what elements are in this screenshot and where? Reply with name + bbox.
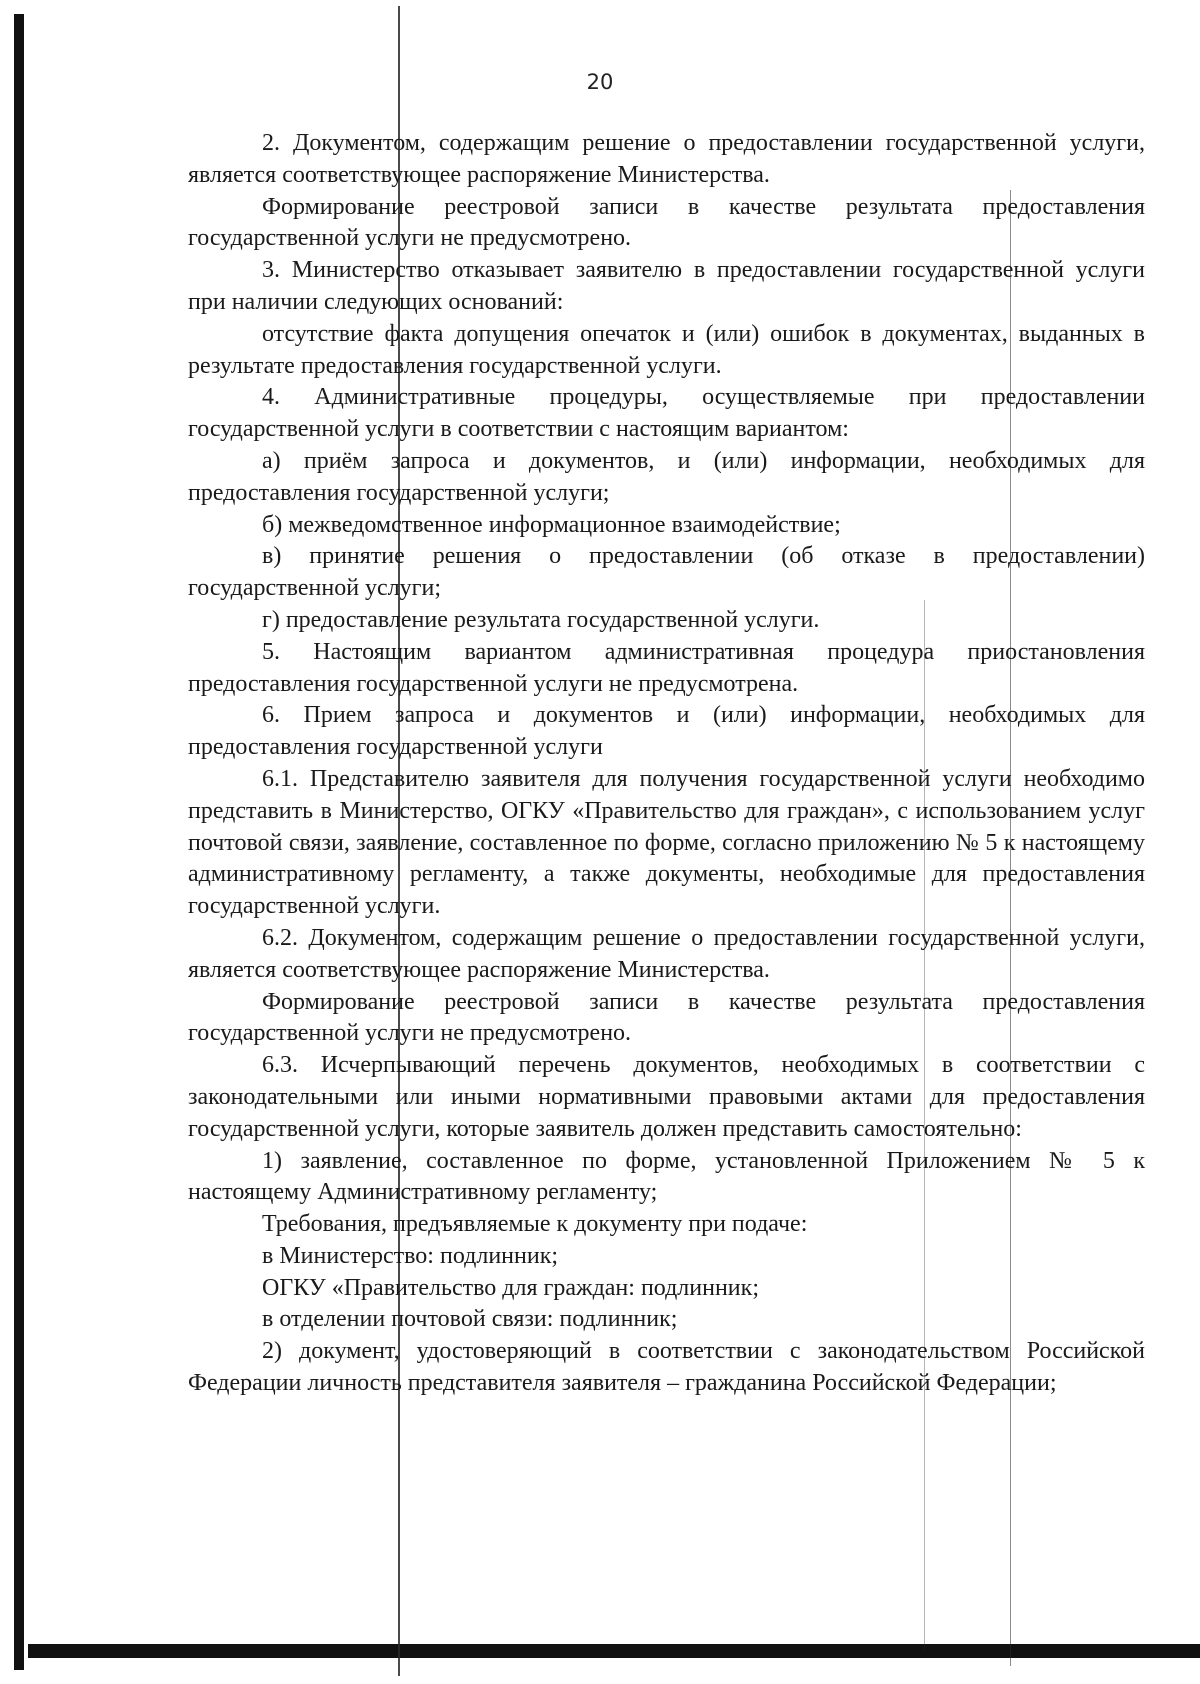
document-body — [188, 128, 1145, 1400]
scan-edge-left — [14, 14, 24, 1670]
page-number: 20 — [586, 70, 614, 94]
paragraph: 3. Министерство отказывает заявителю в предоставлении государственной услуги при наличии следующих оснований: — [188, 257, 1145, 315]
paragraph: отсутствие факта допущения опечаток и (или) ошибок в документах, выданных в результате предоставления государственной услуги. — [188, 320, 1145, 379]
paragraph: 4. Административные процедуры, осуществляемые при предоставлении государственной услуги в соответствии с настоящим вариантом: — [188, 384, 1145, 443]
paragraph: 5. Настоящим вариантом административная процедура приостановления предоставления государственной услуги не предусмотрена. — [188, 638, 1145, 697]
paragraph: 6.2. Документом, содержащим решение о предоставлении государственной услуги, является соответствующее распоряжение Министерства. — [188, 924, 1145, 983]
paragraph: Требования, предъявляемые к документу при подаче: — [262, 1211, 808, 1238]
paragraph: в Министерство: подлинник; — [262, 1242, 559, 1269]
paragraph: Формирование реестровой записи в качестве результата предоставления государственной услуги не предусмотрено. — [188, 193, 1145, 252]
paragraph: а) приём запроса и документов, и (или) информации, необходимых для предоставления государственной услуги; — [188, 447, 1145, 506]
scan-edge-bottom — [28, 1644, 1200, 1658]
paragraph: б) межведомственное информационное взаимодействие; — [262, 511, 841, 538]
paragraph: в) принятие решения о предоставлении (об отказе в предоставлении) государственной услуги; — [188, 543, 1145, 602]
paragraph: 2) документ, удостоверяющий в соответствии с законодательством Российской Федерации личность представителя заявителя – гражданина Российской Федерации; — [188, 1338, 1145, 1397]
paragraph: Формирование реестровой записи в качестве результата предоставления государственной услуги не предусмотрено. — [188, 988, 1145, 1047]
paragraph: 6.3. Исчерпывающий перечень документов, необходимых в соответствии с законодательными или иными нормативными правовыми актами для предоставления государственной услуги, которые заявитель должен представить самостоятельно: — [188, 1052, 1145, 1142]
paragraph: в отделении почтовой связи: подлинник; — [262, 1306, 678, 1333]
paragraph: г) предоставление результата государственной услуги. — [262, 606, 820, 633]
paragraph: 6.1. Представителю заявителя для получения государственной услуги необходимо представить в Министерство, ОГКУ «Правительство для граждан», с использованием услуг почтовой связи, заявление, составленное по форме, согласно приложению № 5 к настоящему административному регламенту, а также документы, необходимые для предоставления государственной услуги. — [188, 765, 1145, 920]
paragraph: 6. Прием запроса и документов и (или) информации, необходимых для предоставления государственной услуги — [188, 702, 1145, 761]
paragraph: 2. Документом, содержащим решение о предоставлении государственной услуги, является соответствующее распоряжение Министерства. — [188, 130, 1145, 188]
paragraph: 1) заявление, составленное по форме, установленной Приложением № 5 к настоящему Административному регламенту; — [188, 1147, 1145, 1206]
paragraph: ОГКУ «Правительство для граждан: подлинник; — [262, 1274, 759, 1301]
